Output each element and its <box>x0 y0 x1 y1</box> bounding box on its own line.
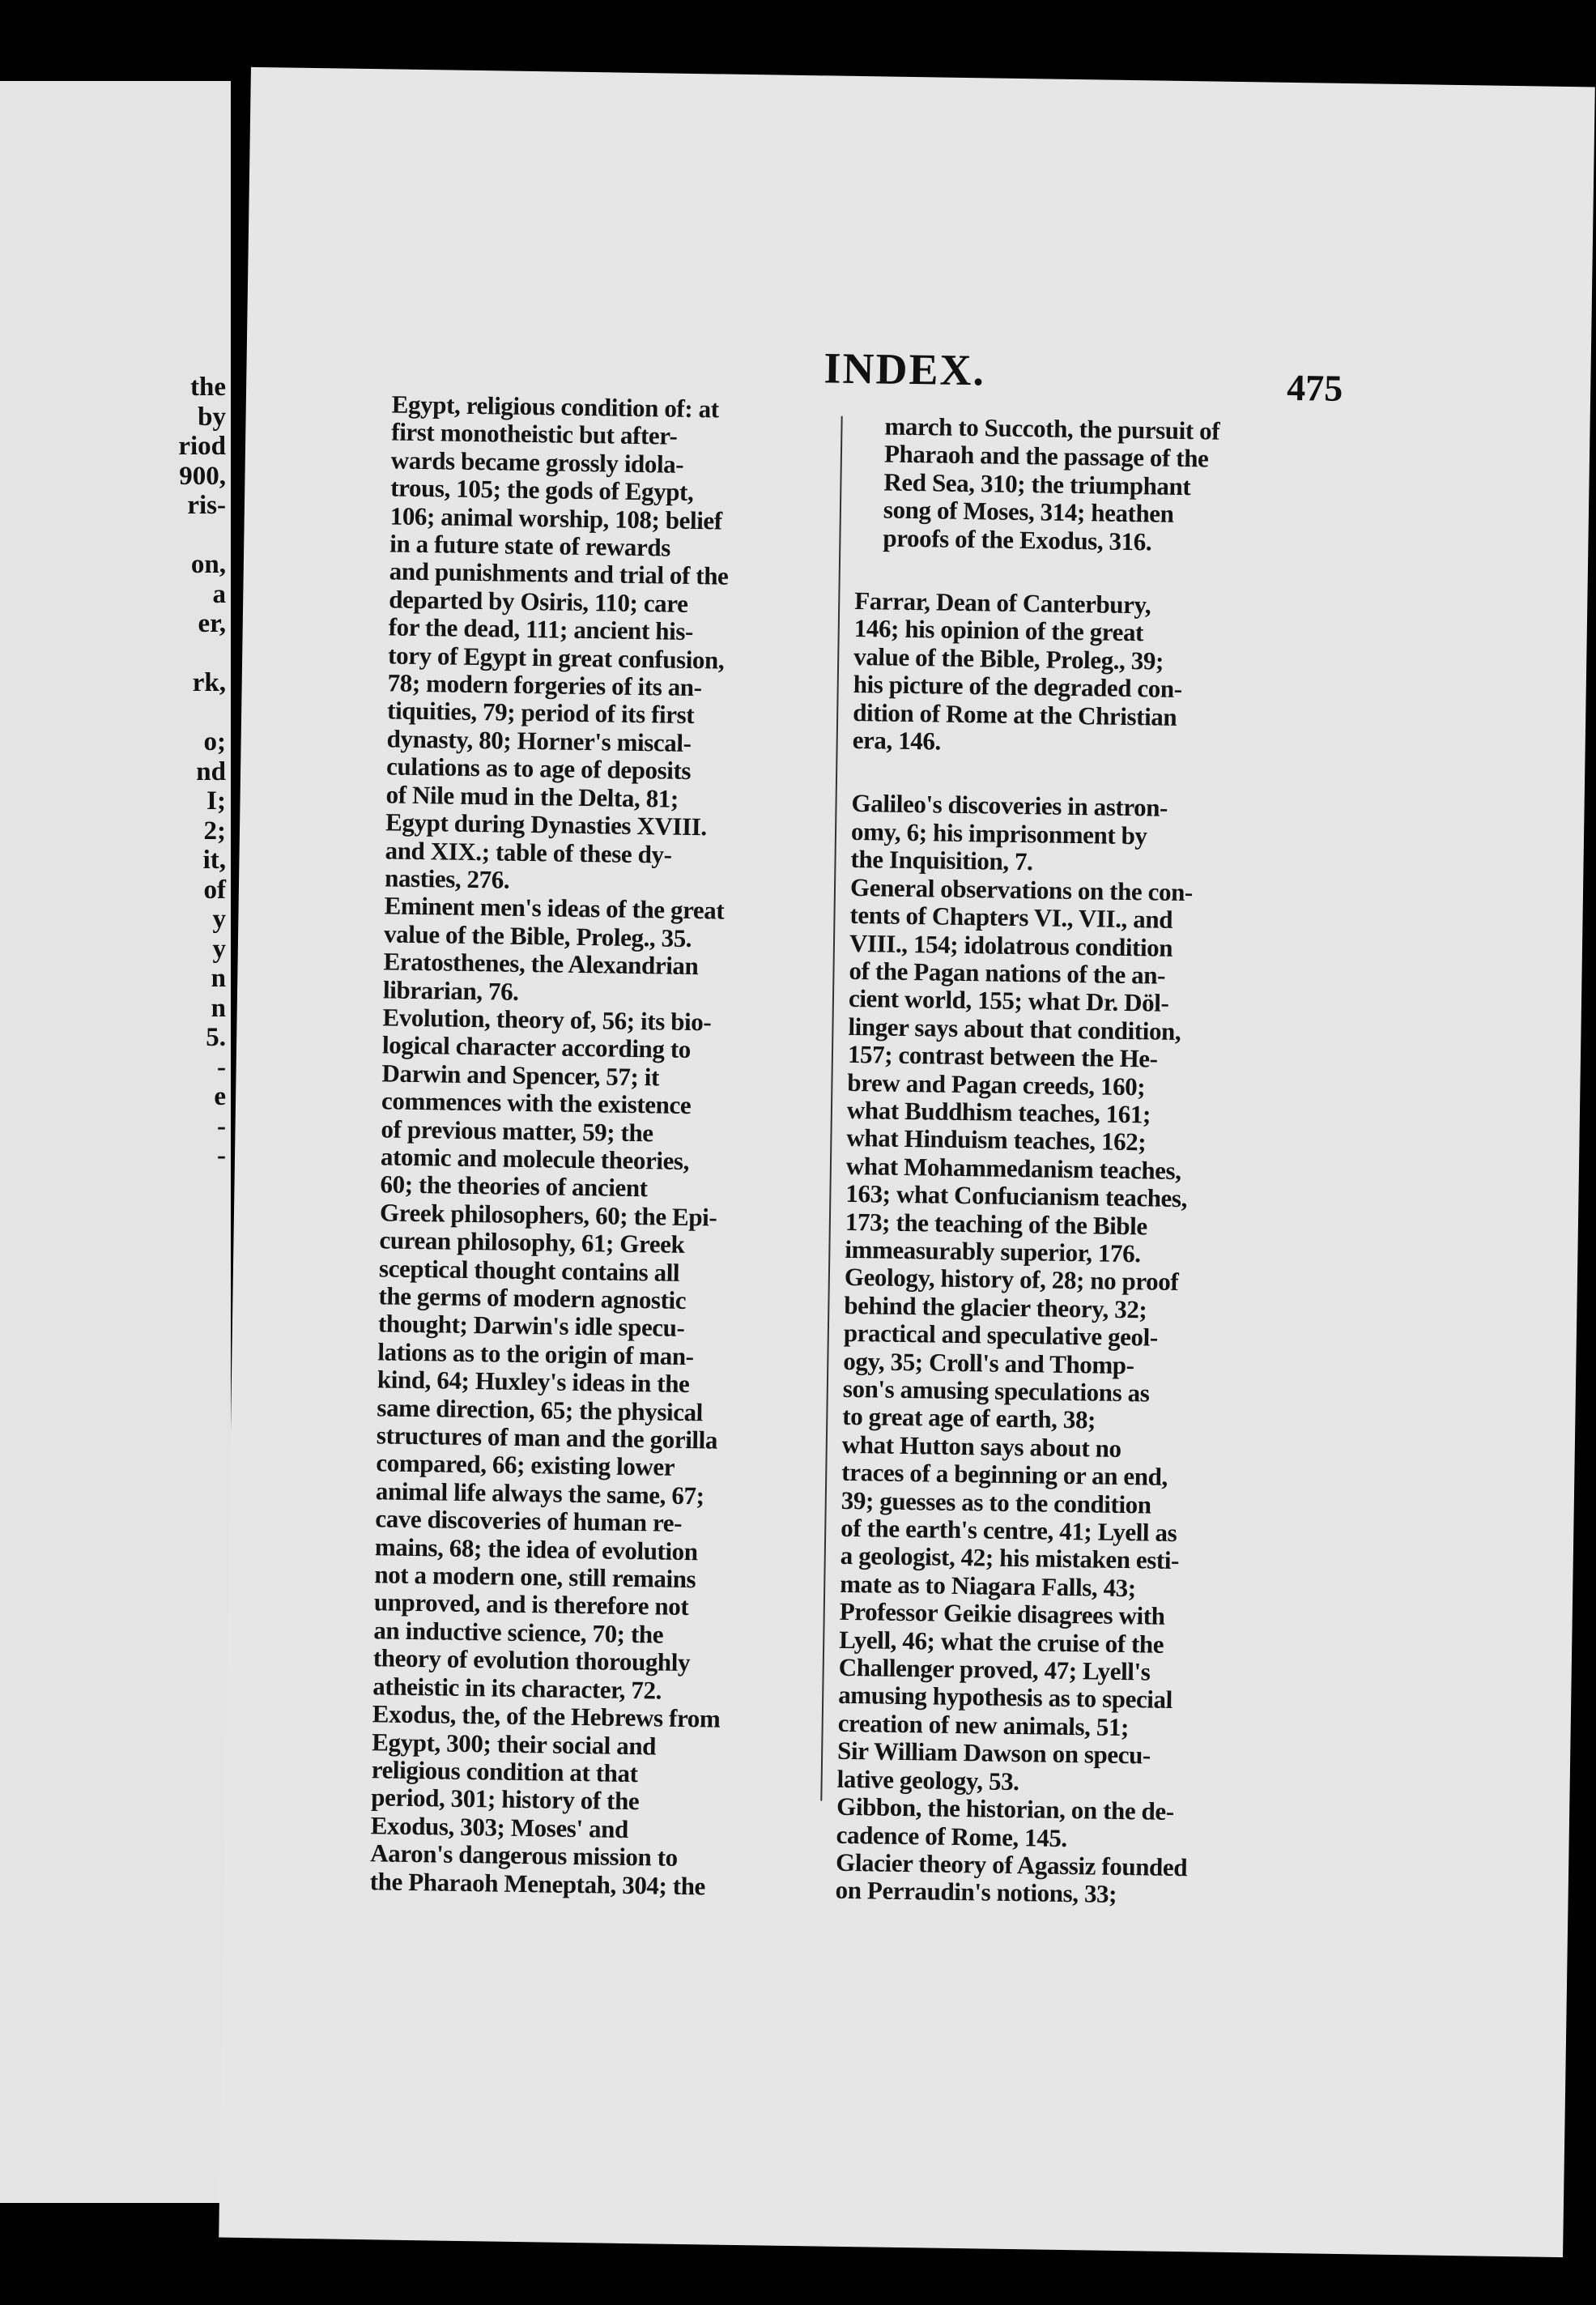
index-entry-line: trous, 105; the gods of Egypt, <box>390 473 694 507</box>
index-entry-line: value of the Bible, Proleg., 39; <box>853 641 1164 675</box>
index-entry-line: sceptical thought contains all <box>378 1253 680 1287</box>
index-entry-line: departed by Osiris, 110; care <box>388 585 688 618</box>
index-entry-line: omy, 6; his imprisonment by <box>850 816 1147 850</box>
index-entry-line: unproved, and is therefore not <box>373 1587 689 1621</box>
index-entry-line: Gibbon, the historian, on the de- <box>836 1792 1174 1826</box>
index-entry-line: compared, 66; existing lower <box>376 1448 675 1482</box>
left-fragment-line: y <box>212 934 226 964</box>
index-entry <box>369 1700 810 1902</box>
index-entry-line: era, 146. <box>852 726 942 756</box>
left-fragment-line: n <box>211 964 226 993</box>
index-entry-line: the Inquisition, 7. <box>850 845 1033 876</box>
left-fragment-line: - <box>217 1111 226 1141</box>
left-fragment-line: e <box>214 1082 226 1111</box>
index-entry-line: song of Moses, 314; heathen <box>883 495 1174 529</box>
page-title: INDEX. <box>824 343 986 395</box>
index-entry-line: VIII., 154; idolatrous condition <box>849 928 1173 962</box>
left-fragment-line: y <box>212 905 226 934</box>
index-entry-line: 157; contrast between the He- <box>847 1040 1158 1073</box>
index-entry <box>836 1263 1282 1800</box>
index-entry-line: Darwin and Spencer, 57; it <box>381 1059 660 1092</box>
left-fragment-line: by <box>198 402 226 432</box>
left-page <box>0 81 231 2203</box>
index-entry-line: Aaron's dangerous mission to <box>370 1838 679 1873</box>
index-entry-line: Red Sea, 310; the triumphant <box>883 467 1191 501</box>
left-fragment-line: 5. <box>206 1023 226 1052</box>
index-page <box>219 67 1595 2257</box>
index-entry-line: and punishments and trial of the <box>389 556 729 591</box>
index-entry-line: librarian, 76. <box>382 974 519 1006</box>
left-fragment-line <box>178 639 226 669</box>
index-entry-line: march to Succoth, the pursuit of <box>884 411 1220 445</box>
index-entry-line: of previous matter, 59; the <box>381 1114 653 1147</box>
index-entry-line: creation of new animals, 51; <box>837 1708 1130 1742</box>
index-entry-line: nasties, 276. <box>384 863 510 894</box>
index-entry-line: Challenger proved, 47; Lyell's <box>838 1652 1151 1686</box>
index-entry-line: Egypt during Dynasties XVIII. <box>385 807 708 841</box>
index-entry-line: cave discoveries of human re- <box>375 1504 683 1538</box>
index-entry-line: General observations on the con- <box>849 872 1194 906</box>
index-entry-line: practical and speculative geol- <box>843 1319 1159 1352</box>
index-entry-line: atheistic in its character, 72. <box>372 1671 662 1705</box>
left-fragment-line <box>178 521 226 551</box>
index-entry-line: for the dead, 111; ancient his- <box>388 612 694 646</box>
left-fragment-line: o; <box>203 727 226 756</box>
index-entry-line: religious condition at that <box>371 1755 638 1788</box>
left-fragment-line: I; <box>206 786 226 816</box>
index-column-right <box>835 412 1294 1911</box>
index-entry-line: son's amusing speculations as <box>842 1374 1150 1408</box>
index-entry-line: logical character according to <box>381 1030 692 1064</box>
index-entry-line: curean philosophy, 61; Greek <box>379 1225 685 1259</box>
index-entry <box>845 874 1287 1271</box>
index-entry-line: Professor Geikie disagrees with <box>839 1597 1165 1631</box>
index-entry-line: value of the Bible, Proleg., 35. <box>383 919 692 952</box>
index-entry-line: to great age of earth, 38; <box>842 1402 1096 1434</box>
index-entry-line: Sir William Dawson on specu- <box>836 1736 1151 1770</box>
index-column-left <box>369 390 829 1902</box>
index-entry-line: and XIX.; table of these dy- <box>385 835 672 869</box>
index-entry-line: of the Pagan nations of the an- <box>849 956 1166 990</box>
index-entry-line: tents of Chapters VI., VII., and <box>849 901 1173 934</box>
index-entry-line: tory of Egypt in great confusion, <box>387 641 725 675</box>
index-entry-line: Eminent men's ideas of the great <box>384 891 725 925</box>
index-entry-line: cient world, 155; what Dr. Döl- <box>848 984 1169 1018</box>
left-fragment-line: n <box>211 993 226 1023</box>
index-entry-line: a geologist, 42; his mistaken esti- <box>840 1541 1180 1575</box>
left-fragment-line: it, <box>202 846 226 875</box>
index-entry <box>852 587 1292 761</box>
index-entry-line: brew and Pagan creeds, 160; <box>847 1067 1146 1101</box>
index-entry-line: of the earth's centre, 41; Lyell as <box>841 1513 1177 1548</box>
index-entry-line: 146; his opinion of the great <box>853 614 1144 647</box>
index-entry-line: 60; the theories of ancient <box>380 1170 648 1203</box>
index-entry-line: tiquities, 79; period of its first <box>386 696 695 730</box>
left-fragment-line <box>178 698 226 728</box>
index-entry-line: behind the glacier theory, 32; <box>844 1290 1147 1324</box>
index-entry-line: 106; animal worship, 108; belief <box>389 501 722 535</box>
index-entry <box>372 1003 820 1706</box>
left-page-fragments <box>178 373 226 1171</box>
index-entry-line: period, 301; history of the <box>371 1783 640 1816</box>
index-entry-line: the Pharaoh Meneptah, 304; the <box>369 1866 706 1900</box>
index-entry <box>850 790 1288 880</box>
index-entry-line: Egypt, religious condition of: at <box>391 390 719 424</box>
index-entry-line: an inductive science, 70; the <box>373 1616 664 1649</box>
index-entry-line: structures of man and the gorilla <box>376 1421 718 1455</box>
index-entry-line: traces of a beginning or an end, <box>841 1458 1168 1492</box>
index-entry-line: theory of evolution thoroughly <box>372 1643 691 1677</box>
index-entry <box>383 948 821 1011</box>
index-entry-line: ogy, 35; Croll's and Thomp- <box>843 1346 1134 1379</box>
index-entry-line: atomic and molecule theories, <box>380 1142 690 1175</box>
index-entry-line: 78; modern forgeries of its an- <box>387 668 702 702</box>
index-entry-line: Egypt, 300; their social and <box>372 1727 657 1760</box>
index-entry-line: of Nile mud in the Delta, 81; <box>385 780 679 813</box>
left-fragment-line: 2; <box>203 816 226 846</box>
index-entry <box>385 390 829 898</box>
index-entry-line: lations as to the origin of man- <box>377 1337 694 1370</box>
index-entry-line: Galileo's discoveries in astron- <box>851 789 1168 823</box>
index-entry-line: not a modern one, still remains <box>374 1560 696 1594</box>
index-entry-line: culations as to age of deposits <box>385 752 692 786</box>
index-entry-line: kind, 64; Huxley's ideas in the <box>377 1365 690 1399</box>
index-entry-line: animal life always the same, 67; <box>375 1476 704 1510</box>
index-entry-line: mate as to Niagara Falls, 43; <box>840 1569 1137 1603</box>
index-entry-line: Greek philosophers, 60; the Epi- <box>379 1198 717 1232</box>
index-entry-line: cadence of Rome, 145. <box>836 1820 1068 1852</box>
index-entry-line: same direction, 65; the physical <box>377 1392 704 1426</box>
index-entry-line: what Buddhism teaches, 161; <box>846 1095 1151 1129</box>
index-entry-line: on Perraudin's notions, 33; <box>835 1876 1117 1909</box>
index-entry-line: what Mohammedanism teaches, <box>845 1151 1181 1185</box>
index-entry-line: Exodus, 303; Moses' and <box>370 1810 629 1843</box>
left-fragment-line: ris- <box>187 491 226 520</box>
left-fragment-line: - <box>217 1141 226 1170</box>
index-entry-line: lative geology, 53. <box>836 1764 1019 1796</box>
index-entry-line: the germs of modern agnostic <box>378 1281 687 1314</box>
page-number: 475 <box>1286 366 1343 409</box>
left-fragment-line: on, <box>190 550 226 579</box>
index-entry-line: Eratosthenes, the Alexandrian <box>383 947 699 981</box>
index-entry-line: Exodus, the, of the Hebrews from <box>372 1699 721 1733</box>
index-entry-line: 173; the teaching of the Bible <box>845 1207 1148 1240</box>
left-fragment-line: 900, <box>179 461 226 491</box>
index-entry <box>855 412 1294 558</box>
index-entry-line: what Hinduism teaches, 162; <box>846 1123 1147 1157</box>
index-entry-line: Pharaoh and the passage of the <box>883 439 1209 473</box>
index-entry-line: proofs of the Exodus, 316. <box>883 523 1152 556</box>
index-entry-line: first monotheistic but after- <box>391 417 678 451</box>
left-fragment-line: er, <box>198 609 226 638</box>
index-entry-line: 39; guesses as to the condition <box>841 1485 1151 1519</box>
index-entry-line: in a future state of rewards <box>389 529 671 562</box>
left-fragment-line: of <box>203 875 226 905</box>
index-entry-line: wards became grossly idola- <box>390 445 684 479</box>
index-entry-line: amusing hypothesis as to special <box>837 1681 1173 1715</box>
index-entry-line: Evolution, theory of, 56; its bio- <box>382 1003 712 1037</box>
index-entry-line: Geology, history of, 28; no proof <box>844 1263 1179 1297</box>
index-entry-line: his picture of the degraded con- <box>853 670 1182 704</box>
left-fragment-line: the <box>190 373 226 402</box>
index-entry <box>384 893 822 955</box>
index-entry <box>835 1849 1273 1911</box>
index-entry-line: thought; Darwin's idle specu- <box>377 1309 685 1343</box>
index-entry-line: Glacier theory of Agassiz founded <box>835 1847 1188 1882</box>
left-fragment-line: nd <box>196 756 226 786</box>
index-entry-line: mains, 68; the idea of evolution <box>374 1532 698 1566</box>
index-entry-line: what Hutton says about no <box>841 1429 1121 1463</box>
left-fragment-line: riod <box>178 432 226 461</box>
index-entry-line: dynasty, 80; Horner's miscal- <box>386 724 692 757</box>
left-fragment-line: rk, <box>192 668 226 697</box>
index-entry-line: Lyell, 46; what the cruise of the <box>838 1625 1164 1659</box>
index-entry-line: Farrar, Dean of Canterbury, <box>854 586 1151 620</box>
index-entry-line: linger says about that condition, <box>848 1012 1181 1046</box>
index-entry <box>836 1793 1274 1856</box>
index-entry-line: immeasurably superior, 176. <box>845 1234 1141 1268</box>
left-fragment-line: a <box>212 579 226 609</box>
index-entry-line: commences with the existence <box>381 1086 692 1120</box>
left-fragment-line: - <box>217 1052 226 1082</box>
index-entry-line: 163; what Confucianism teaches, <box>845 1179 1188 1213</box>
index-entry-line: dition of Rome at the Christian <box>852 697 1177 731</box>
